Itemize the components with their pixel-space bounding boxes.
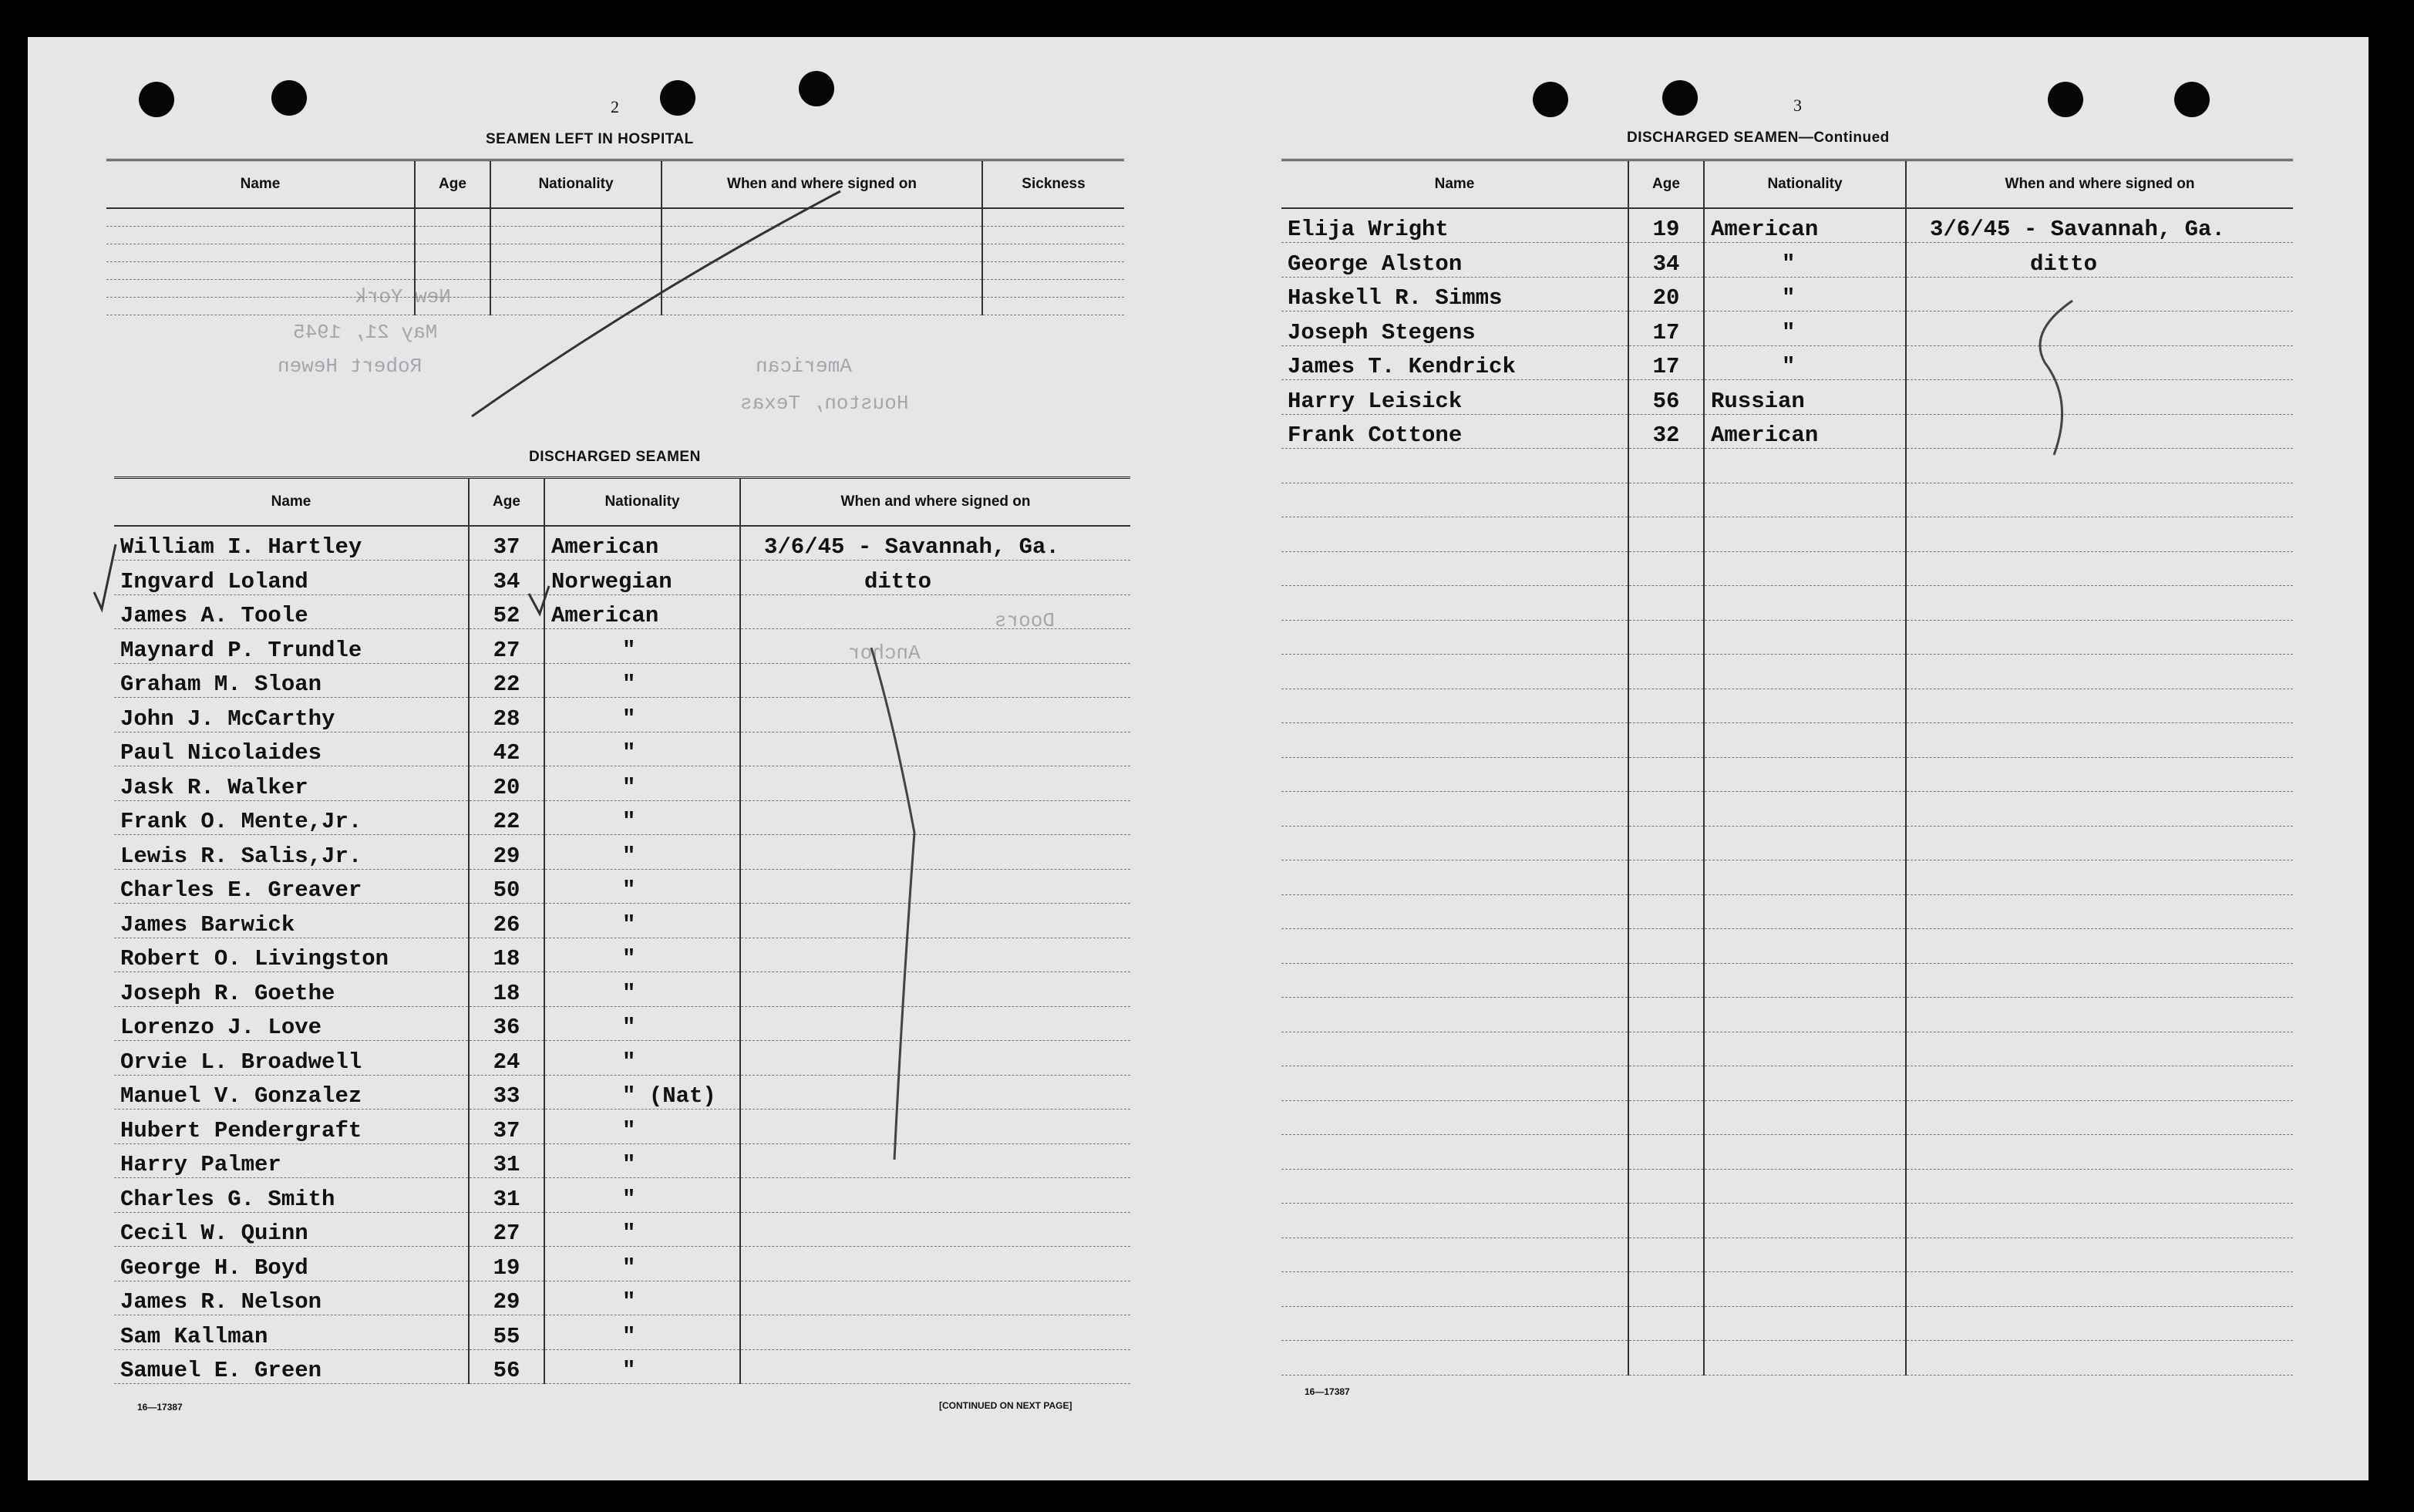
seaman-age: 19 bbox=[1628, 208, 1704, 243]
seaman-nationality: " bbox=[544, 1006, 740, 1041]
seaman-nationality: " bbox=[544, 1349, 740, 1384]
seaman-name: John J. McCarthy bbox=[114, 698, 469, 732]
column-header: Age bbox=[415, 161, 490, 208]
seaman-nationality: " (Nat) bbox=[544, 1075, 740, 1110]
seaman-name: George H. Boyd bbox=[114, 1247, 469, 1281]
seaman-nationality: " bbox=[544, 1110, 740, 1144]
seaman-nationality: " bbox=[544, 869, 740, 904]
seaman-age: 27 bbox=[469, 1212, 544, 1247]
seaman-name: Charles G. Smith bbox=[114, 1178, 469, 1213]
seaman-nationality: American bbox=[544, 594, 740, 629]
seaman-age: 18 bbox=[469, 938, 544, 972]
column-header: Sickness bbox=[982, 161, 1124, 208]
seaman-name: Orvie L. Broadwell bbox=[114, 1041, 469, 1076]
seaman-age: 27 bbox=[469, 629, 544, 664]
seaman-nationality: American bbox=[1704, 208, 1906, 243]
seaman-nationality: Norwegian bbox=[544, 561, 740, 595]
bleed-through-text: Anchor bbox=[848, 642, 921, 665]
bleed-through-text: Robert Hewen bbox=[278, 355, 423, 378]
seaman-name: Robert O. Livingston bbox=[114, 938, 469, 972]
column-header: When and where signed on bbox=[740, 479, 1130, 526]
seaman-nationality: " bbox=[1704, 345, 1906, 380]
seaman-nationality: " bbox=[1704, 243, 1906, 278]
seaman-name: James T. Kendrick bbox=[1281, 345, 1628, 380]
seaman-name: Harry Leisick bbox=[1281, 380, 1628, 415]
seaman-age: 33 bbox=[469, 1075, 544, 1110]
seaman-name: Ingvard Loland bbox=[114, 561, 469, 595]
seaman-name: George Alston bbox=[1281, 243, 1628, 278]
seaman-name: William I. Hartley bbox=[114, 526, 469, 561]
seaman-nationality: " bbox=[544, 1281, 740, 1315]
seaman-name: Frank Cottone bbox=[1281, 414, 1628, 449]
seaman-name: James A. Toole bbox=[114, 594, 469, 629]
bleed-through-text: Houston, Texas bbox=[740, 392, 909, 415]
checkmark-stroke bbox=[529, 586, 549, 614]
seaman-age: 34 bbox=[469, 561, 544, 595]
seaman-nationality: " bbox=[544, 904, 740, 938]
seaman-name: Lorenzo J. Love bbox=[114, 1006, 469, 1041]
seaman-nationality: " bbox=[544, 1315, 740, 1350]
seaman-age: 31 bbox=[469, 1178, 544, 1213]
seaman-nationality: " bbox=[544, 1041, 740, 1076]
right-title-main: DISCHARGED SEAMEN bbox=[1627, 130, 1799, 146]
seaman-nationality: " bbox=[544, 732, 740, 766]
seaman-age: 29 bbox=[469, 835, 544, 870]
seaman-age: 17 bbox=[1628, 345, 1704, 380]
checkmark-stroke bbox=[94, 544, 116, 609]
seaman-age: 34 bbox=[1628, 243, 1704, 278]
bleed-through-text: May 21, 1945 bbox=[293, 321, 438, 344]
seaman-name: Manuel V. Gonzalez bbox=[114, 1075, 469, 1110]
seaman-age: 20 bbox=[1628, 277, 1704, 311]
discharged-section-title: DISCHARGED SEAMEN bbox=[529, 449, 701, 465]
seaman-name: Joseph R. Goethe bbox=[114, 972, 469, 1007]
seaman-nationality: American bbox=[544, 526, 740, 561]
hospital-cancel-stroke bbox=[472, 191, 840, 416]
seaman-age: 19 bbox=[469, 1247, 544, 1281]
column-header: When and where signed on bbox=[662, 161, 982, 208]
seaman-name: Maynard P. Trundle bbox=[114, 629, 469, 664]
seaman-age: 56 bbox=[469, 1349, 544, 1384]
seaman-name: Hubert Pendergraft bbox=[114, 1110, 469, 1144]
seaman-age: 50 bbox=[469, 869, 544, 904]
seaman-nationality: " bbox=[544, 663, 740, 698]
seaman-age: 20 bbox=[469, 766, 544, 801]
seaman-nationality: " bbox=[544, 629, 740, 664]
seaman-age: 22 bbox=[469, 663, 544, 698]
seaman-name: Elija Wright bbox=[1281, 208, 1628, 243]
seaman-age: 28 bbox=[469, 698, 544, 732]
seaman-name: Cecil W. Quinn bbox=[114, 1212, 469, 1247]
signed-on: ditto bbox=[1906, 243, 2293, 278]
seaman-name: Harry Palmer bbox=[114, 1143, 469, 1178]
seaman-age: 37 bbox=[469, 1110, 544, 1144]
seaman-nationality: " bbox=[544, 698, 740, 732]
seaman-name: Joseph Stegens bbox=[1281, 311, 1628, 346]
seaman-age: 55 bbox=[469, 1315, 544, 1350]
seaman-nationality: " bbox=[544, 766, 740, 801]
seaman-nationality: " bbox=[544, 800, 740, 835]
seaman-age: 24 bbox=[469, 1041, 544, 1076]
seaman-age: 26 bbox=[469, 904, 544, 938]
column-header: Age bbox=[469, 479, 544, 526]
bleed-through-text: New York bbox=[355, 285, 451, 308]
seaman-age: 37 bbox=[469, 526, 544, 561]
seaman-nationality: " bbox=[544, 1212, 740, 1247]
continued-note: [CONTINUED ON NEXT PAGE] bbox=[939, 1400, 1072, 1411]
seaman-name: Charles E. Greaver bbox=[114, 869, 469, 904]
signed-on: ditto bbox=[740, 561, 1130, 595]
bleed-through-text: Doors bbox=[995, 609, 1055, 632]
seaman-name: Haskell R. Simms bbox=[1281, 277, 1628, 311]
bleed-through-text: American bbox=[756, 355, 852, 378]
seaman-nationality: " bbox=[544, 938, 740, 972]
seaman-name: James Barwick bbox=[114, 904, 469, 938]
column-header: Nationality bbox=[544, 479, 740, 526]
signed-on: 3/6/45 - Savannah, Ga. bbox=[740, 526, 1130, 561]
seaman-name: Jask R. Walker bbox=[114, 766, 469, 801]
seaman-name: Sam Kallman bbox=[114, 1315, 469, 1350]
seaman-name: James R. Nelson bbox=[114, 1281, 469, 1315]
column-header: Name bbox=[114, 479, 469, 526]
column-header: Age bbox=[1628, 161, 1704, 208]
seaman-name: Graham M. Sloan bbox=[114, 663, 469, 698]
seaman-nationality: " bbox=[544, 1143, 740, 1178]
seaman-age: 29 bbox=[469, 1281, 544, 1315]
seaman-nationality: " bbox=[544, 1178, 740, 1213]
hospital-section-title: SEAMEN LEFT IN HOSPITAL bbox=[486, 131, 694, 147]
seaman-name: Samuel E. Green bbox=[114, 1349, 469, 1384]
seaman-age: 17 bbox=[1628, 311, 1704, 346]
column-header: Name bbox=[1281, 161, 1628, 208]
seaman-nationality: Russian bbox=[1704, 380, 1906, 415]
column-header: Nationality bbox=[1704, 161, 1906, 208]
seaman-age: 32 bbox=[1628, 414, 1704, 449]
form-number-right: 16—17387 bbox=[1305, 1386, 1350, 1397]
form-number-left: 16—17387 bbox=[137, 1402, 183, 1413]
seaman-age: 56 bbox=[1628, 380, 1704, 415]
seaman-age: 18 bbox=[469, 972, 544, 1007]
right-title-suffix: —Continued bbox=[1798, 130, 1890, 146]
column-header: Nationality bbox=[490, 161, 662, 208]
seaman-age: 52 bbox=[469, 594, 544, 629]
seaman-nationality: " bbox=[1704, 311, 1906, 346]
column-header: When and where signed on bbox=[1906, 161, 2293, 208]
seaman-nationality: American bbox=[1704, 414, 1906, 449]
column-header: Name bbox=[106, 161, 415, 208]
seaman-nationality: " bbox=[544, 1247, 740, 1281]
seaman-nationality: " bbox=[1704, 277, 1906, 311]
seaman-age: 36 bbox=[469, 1006, 544, 1041]
page-number-right: 3 bbox=[1793, 96, 1802, 115]
seaman-name: Frank O. Mente,Jr. bbox=[114, 800, 469, 835]
seaman-age: 31 bbox=[469, 1143, 544, 1178]
seaman-age: 22 bbox=[469, 800, 544, 835]
ditto-brace-stroke bbox=[2040, 301, 2072, 455]
seaman-age: 42 bbox=[469, 732, 544, 766]
seaman-name: Paul Nicolaides bbox=[114, 732, 469, 766]
page-number-left: 2 bbox=[611, 97, 619, 116]
seaman-name: Lewis R. Salis,Jr. bbox=[114, 835, 469, 870]
ditto-line-stroke bbox=[871, 648, 914, 1160]
seaman-nationality: " bbox=[544, 972, 740, 1007]
signed-on: 3/6/45 - Savannah, Ga. bbox=[1906, 208, 2293, 243]
seaman-nationality: " bbox=[544, 835, 740, 870]
